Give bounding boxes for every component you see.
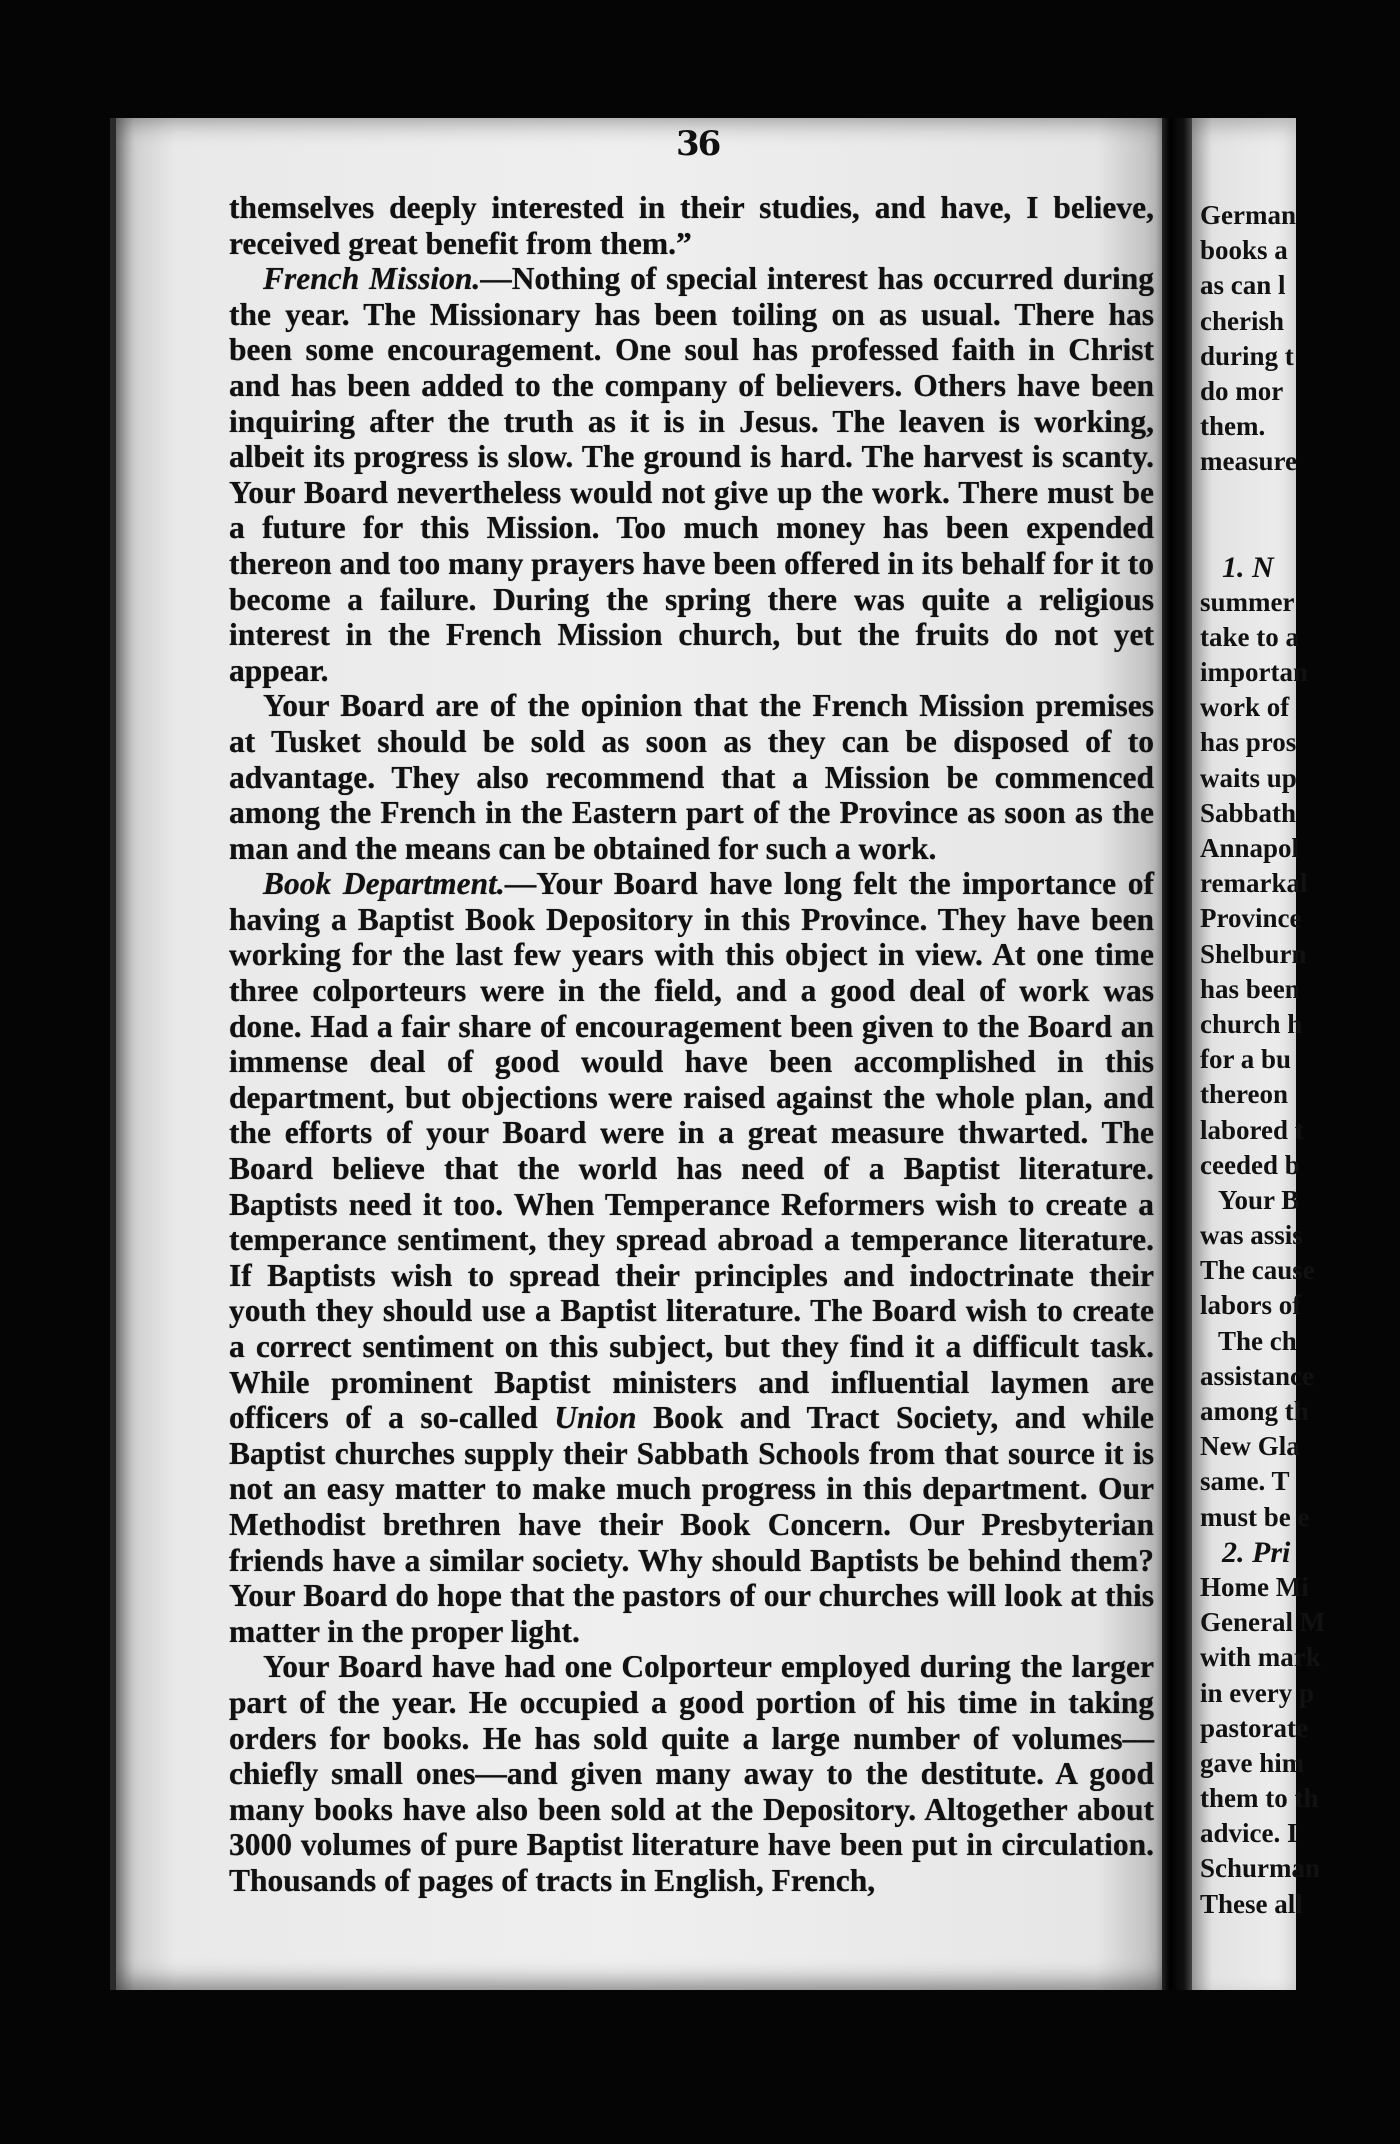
right-page-line: Province bbox=[1200, 903, 1302, 934]
paragraph bbox=[229, 688, 1154, 866]
right-page-line: has pros bbox=[1200, 727, 1297, 758]
right-page-line: German bbox=[1200, 200, 1296, 230]
right-page-line bbox=[1200, 480, 1400, 550]
right-page-line: was assis bbox=[1200, 1220, 1303, 1251]
right-page-line: 1. N bbox=[1222, 550, 1274, 584]
right-page-line: for a bu bbox=[1200, 1044, 1292, 1075]
right-page-line: among th bbox=[1200, 1396, 1309, 1426]
right-page-line: pastorate bbox=[1200, 1712, 1308, 1743]
right-page-line: Annapol bbox=[1200, 833, 1300, 863]
right-page-line: labored t bbox=[1200, 1114, 1304, 1145]
left-page bbox=[110, 118, 1168, 1990]
right-page-line: The ch bbox=[1218, 1325, 1297, 1356]
right-page-line: summer bbox=[1200, 586, 1295, 617]
paragraph-text: —Your Board have long felt the importance of having a Baptist Book Depository in this Province. They have been working for the last few years with this object in view. At one time three colporteurs were in the field, and a good deal of work was done. Had a fair share of encouragement been given to the Board an immense deal of good would have been accomplished in this department, but objections were raised against the whole plan, and the efforts of your Board were in a great measure thwarted. The Board believe that the world has need of a Baptist literature. Baptists need it too. When Temperance Reformers wish to create a temperance sentiment, they spread abroad a temperance literature. If Baptists wish to spread their principles and indoctrinate their youth they should use a Baptist literature. The Board wish to create a correct sentiment on this subject, but they find it a difficult task. While prominent Baptist ministers and influential laymen are officers of a so-called bbox=[229, 866, 1154, 1436]
paragraph-text: themselves deeply interested in their studies, and have, I believe, received great benefit from them.” bbox=[229, 190, 1154, 261]
right-page-partial bbox=[1192, 118, 1326, 1990]
right-page-line: must be e bbox=[1200, 1501, 1310, 1532]
paragraph bbox=[229, 261, 1154, 688]
paragraph bbox=[229, 1649, 1154, 1898]
right-page-line: books a bbox=[1200, 235, 1288, 266]
right-page-line: Your B bbox=[1218, 1184, 1300, 1215]
right-page-line: General M bbox=[1200, 1607, 1326, 1638]
paragraph-text: Your Board are of the opinion that the French Mission premises at Tusket should be sold as soon as they can be disposed of to advantage. They also recommend that a Mission be commenced among the French in the Eastern part of the Province as soon as the man and the means can be obtained for such a work. bbox=[229, 688, 1154, 866]
right-page-line: importan bbox=[1200, 657, 1308, 688]
right-page-line: assistance bbox=[1200, 1360, 1314, 1391]
right-page-line: waits up bbox=[1200, 762, 1297, 793]
right-page-line: do mor bbox=[1200, 375, 1284, 406]
right-page-line: during t bbox=[1200, 340, 1294, 371]
right-page-line: take to a bbox=[1200, 621, 1299, 652]
right-page-line: remarkal bbox=[1200, 868, 1308, 899]
right-page-line: Schurman bbox=[1200, 1853, 1321, 1884]
right-page-line: them to th bbox=[1200, 1783, 1319, 1814]
page-body bbox=[229, 190, 1154, 1899]
right-page-line: them. bbox=[1200, 411, 1266, 442]
right-page-line: gave him bbox=[1200, 1747, 1305, 1778]
right-page-line: labors of bbox=[1200, 1290, 1302, 1321]
book-spread bbox=[110, 118, 1326, 1990]
right-page-line: church h bbox=[1200, 1008, 1303, 1039]
right-page-line: cherish bbox=[1200, 305, 1284, 336]
right-page-line: Home Mi bbox=[1200, 1571, 1309, 1602]
right-page-line: ceeded b bbox=[1200, 1149, 1300, 1180]
paragraph-text: —Nothing of special interest has occurred during the year. The Missionary has been toiling on as usual. There has been some encouragement. One soul has professed faith in Christ and has been added to the company of believers. Others have been inquiring after the truth as it is in Jesus. The leaven is working, albeit its progress is slow. The ground is hard. The harvest is scanty. Your Board nevertheless would not give up the work. There must be a future for this Mission. Too much money has been expended thereon and too many prayers have been offered in its behalf for it to become a failure. During the spring there was quite a religious interest in the French Mission church, but the fruits do not yet appear. bbox=[229, 261, 1154, 688]
paragraph bbox=[229, 190, 1154, 261]
section-heading: Book Department. bbox=[263, 866, 505, 902]
right-page-line: measure bbox=[1200, 446, 1297, 477]
right-page-text bbox=[1200, 198, 1400, 1922]
right-page-line: Sabbath bbox=[1200, 797, 1297, 828]
page-number: 36 bbox=[676, 124, 720, 164]
right-page-line: thereon bbox=[1200, 1079, 1288, 1110]
paragraph-text: Book and Tract Society, and while Baptist churches supply their Sabbath Schools from that source it is not an easy matter to make much progress in this department. Our Methodist brethren have their Book Concern. Our Presbyterian friends have a similar society. Why should Baptists be behind them? Your Board do hope that the pastors of our churches will look at this matter in the proper light. bbox=[229, 1400, 1154, 1649]
right-page-line: 2. Pri bbox=[1222, 1535, 1291, 1569]
right-page-line: same. T bbox=[1200, 1466, 1290, 1497]
right-page-line: The cause bbox=[1200, 1255, 1315, 1286]
right-page-line: has been bbox=[1200, 973, 1300, 1004]
paragraph bbox=[229, 866, 1154, 1649]
italic-word: Union bbox=[554, 1400, 637, 1436]
right-page-line: with mark bbox=[1200, 1642, 1321, 1673]
right-page-line: These all bbox=[1200, 1888, 1303, 1919]
right-page-line: Shelburn bbox=[1200, 938, 1307, 969]
right-page-line: New Gla bbox=[1200, 1431, 1300, 1462]
right-page-line: work of bbox=[1200, 692, 1290, 723]
section-heading: French Mission. bbox=[263, 261, 481, 297]
right-page-line: in every p bbox=[1200, 1677, 1314, 1708]
book-gutter bbox=[1162, 118, 1192, 1990]
paragraph-text: Your Board have had one Colporteur employed during the larger part of the year. He occupied a good portion of his time in taking orders for books. He has sold quite a large number of volumes—chiefly small ones—and given many away to the destitute. A good many books have also been sold at the Depository. Altogether about 3000 volumes of pure Baptist literature have been put in circulation. Thousands of pages of tracts in English, French, bbox=[229, 1649, 1154, 1898]
right-page-line: advice. I bbox=[1200, 1818, 1298, 1849]
right-page-line: as can l bbox=[1200, 270, 1286, 301]
